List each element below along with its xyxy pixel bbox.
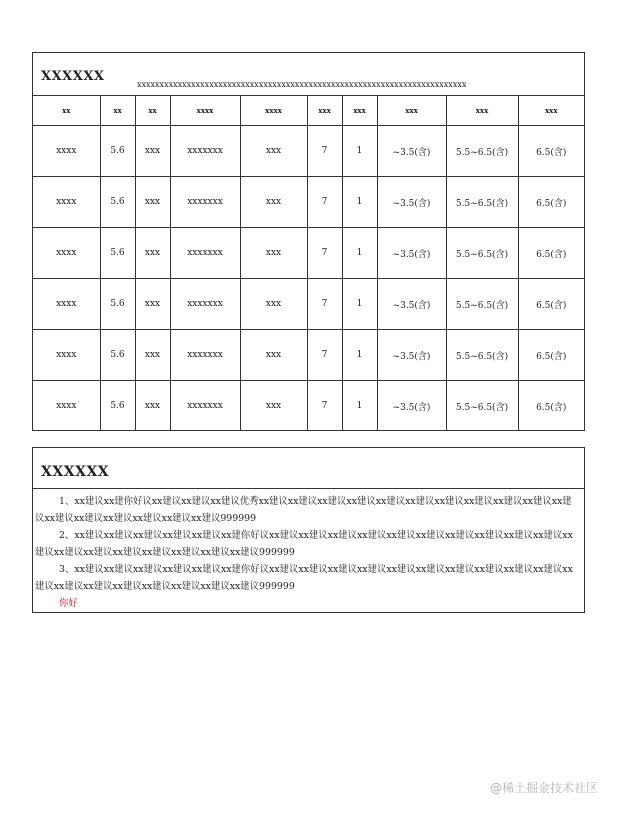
table-cell: 1 xyxy=(342,177,377,228)
suggestions-section xyxy=(32,447,585,613)
table-cell: xxx xyxy=(135,228,170,279)
table-cell: xxxx xyxy=(33,279,100,330)
site-watermark: @稀土掘金技术社区 xyxy=(489,781,598,795)
table-cell: xxx xyxy=(240,126,307,177)
table-cell: xxx xyxy=(135,381,170,432)
table-cell: ~3.5(含) xyxy=(377,279,446,330)
table-cell: 1 xyxy=(342,381,377,432)
table-cell: 5.5~6.5(含) xyxy=(446,126,518,177)
suggestion-paragraph: 2、xx建议xx建议xx建议xx建议xx建议xx建你好议xx建议xx建议xx建议xx建议xx建议xx建议xx建议xx建议xx建议xx建议xx建议xx建议xx建议xx建议xx建议xx建议xx建议xx建议999999 xyxy=(35,530,573,558)
table-cell: 6.5(含) xyxy=(518,330,584,381)
table-cell: 5.5~6.5(含) xyxy=(446,177,518,228)
table-cell: xxx xyxy=(240,330,307,381)
table-row xyxy=(33,330,584,381)
table-cell: xxx xyxy=(240,279,307,330)
table-cell: 5.6 xyxy=(100,330,135,381)
table-row xyxy=(33,228,584,279)
table-row xyxy=(33,177,584,228)
suggestions-header-area xyxy=(33,448,584,488)
suggestion-paragraph: 3、xx建议xx建议xx建议xx建议xx建议xx建你好议xx建议xx建议xx建议xx建议xx建议xx建议xx建议xx建议xx建议xx建议xx建议xx建议xx建议xx建议xx建议xx建议xx建议xx建议999999 xyxy=(35,564,573,592)
table-row xyxy=(33,381,584,432)
table-cell: xxxxxxx xyxy=(170,126,240,177)
table-cell: 6.5(含) xyxy=(518,177,584,228)
table-cell: xxxxxxx xyxy=(170,381,240,432)
table-cell: 5.6 xyxy=(100,126,135,177)
table-cell: 7 xyxy=(307,330,342,381)
suggestion-paragraph: 1、xx建议xx建你好议xx建议xx建议xx建议优秀xx建议xx建议xx建议xx建议xx建议xx建议xx建议xx建议xx建议xx建议xx建议xx建议xx建议xx建议xx建议xx建议xx建议999999 xyxy=(35,496,572,524)
table-cell: xxxx xyxy=(33,126,100,177)
table-cell: 1 xyxy=(342,330,377,381)
table-cell: ~3.5(含) xyxy=(377,177,446,228)
table-cell: 5.5~6.5(含) xyxy=(446,279,518,330)
table-cell: xxxxxxx xyxy=(170,279,240,330)
table-cell: xxx xyxy=(240,177,307,228)
table-cell: 5.5~6.5(含) xyxy=(446,228,518,279)
table-cell: 7 xyxy=(307,279,342,330)
table-cell: xxxx xyxy=(33,177,100,228)
column-header: xxxx xyxy=(170,95,240,126)
table-cell: 7 xyxy=(307,126,342,177)
column-header: xxxx xyxy=(240,95,307,126)
red-note-text: 你好 xyxy=(59,598,78,609)
table-cell: 7 xyxy=(307,177,342,228)
table-cell: xxx xyxy=(240,381,307,432)
table-cell: 5.6 xyxy=(100,381,135,432)
table-cell: 7 xyxy=(307,228,342,279)
table-cell: xxx xyxy=(135,126,170,177)
table-cell: ~3.5(含) xyxy=(377,126,446,177)
table-cell: xxxx xyxy=(33,228,100,279)
table-section-subtitle: xxxxxxxxxxxxxxxxxxxxxxxxxxxxxxxxxxxxxxxxxxxxxxxxxxxxxxxxxxxxxxxxxxxxxxxxx xyxy=(137,80,467,89)
table-cell: 1 xyxy=(342,228,377,279)
data-table xyxy=(33,95,584,431)
table-header-row xyxy=(33,95,584,126)
table-cell: xxxxxxx xyxy=(170,177,240,228)
column-header: xxx xyxy=(446,95,518,126)
column-header: xx xyxy=(135,95,170,126)
table-cell: 5.5~6.5(含) xyxy=(446,381,518,432)
table-cell: 6.5(含) xyxy=(518,126,584,177)
table-cell: ~3.5(含) xyxy=(377,381,446,432)
table-cell: xxx xyxy=(135,177,170,228)
column-header: xxx xyxy=(377,95,446,126)
suggestions-body xyxy=(33,488,584,612)
table-cell: 5.6 xyxy=(100,177,135,228)
table-cell: 1 xyxy=(342,279,377,330)
table-cell: 6.5(含) xyxy=(518,279,584,330)
table-cell: xxx xyxy=(135,279,170,330)
table-cell: xxxxxxx xyxy=(170,330,240,381)
table-cell: xxxx xyxy=(56,401,77,411)
table-cell: ~3.5(含) xyxy=(377,330,446,381)
table-cell: 6.5(含) xyxy=(518,228,584,279)
table-cell: 6.5(含) xyxy=(518,381,584,432)
table-cell: xxx xyxy=(135,330,170,381)
table-section-title: XXXXXX xyxy=(41,69,105,84)
table-cell: xxxxxxx xyxy=(170,228,240,279)
column-header: xxx xyxy=(518,95,584,126)
table-row xyxy=(33,279,584,330)
column-header: xxx xyxy=(342,95,377,126)
table-cell: 5.6 xyxy=(100,228,135,279)
table-row xyxy=(33,126,584,177)
table-cell: 5.6 xyxy=(100,279,135,330)
suggestions-section-title: XXXXXX xyxy=(41,464,110,480)
table-header-area xyxy=(33,53,584,96)
table-cell: 1 xyxy=(342,126,377,177)
column-header: xx xyxy=(33,95,100,126)
table-cell: ~3.5(含) xyxy=(377,228,446,279)
table-cell: 5.5~6.5(含) xyxy=(446,330,518,381)
report-table-section xyxy=(32,52,585,431)
column-header: xxx xyxy=(307,95,342,126)
table-cell: xxxx xyxy=(33,330,100,381)
table-cell: xxx xyxy=(240,228,307,279)
table-cell: 7 xyxy=(307,381,342,432)
column-header: xx xyxy=(100,95,135,126)
